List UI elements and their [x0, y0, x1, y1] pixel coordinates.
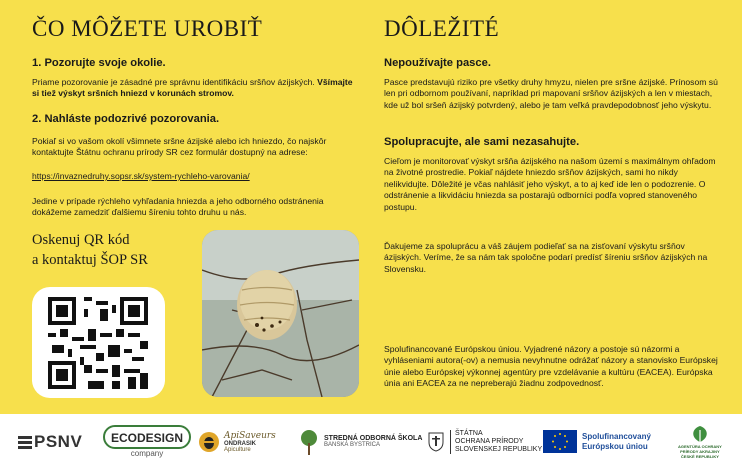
eu-line2: Európskou úniou: [582, 441, 648, 451]
section-1-title: 1. Pozorujte svoje okolie.: [32, 57, 166, 69]
section-1-text-a: Priame pozorovanie je zásadné pre správnu identifikáciu sršňov ázijských.: [32, 77, 315, 87]
qr-code[interactable]: [32, 287, 165, 398]
qr-code-icon: [48, 297, 148, 389]
right-section-2-text2: Ďakujeme za spoluprácu a váš záujem podieľať sa na zisťovaní výskytu sršňov ázijských. Veríme, že sa nám tak spoločne podarí predísť šíreniu sršňov ázijských na Slovensku.: [384, 241, 708, 274]
psnv-text: PSNV: [34, 431, 83, 451]
ecodesign-text: ECODESIGN: [103, 425, 191, 449]
right-section-1-title: Nepoužívajte pasce.: [384, 57, 491, 69]
aop-text: [678, 444, 722, 459]
apisaveurs-text-group: [224, 431, 276, 453]
right-section-1-text: Pasce predstavujú riziko pre všetky druhy hmyzu, nielen pre sršne ázijské. Prínosom sú len pri odbornom používaní, napríklad pri mapovaní sršňov ázijských a len v miestach, kde už bol sršeň ázijský potvrdený, alebo je tam veľká pravdepodobnosť jeho výskytu.: [384, 77, 718, 110]
aop-line3: ČESKÉ REPUBLIKY: [680, 454, 719, 459]
disclaimer: Spolufinancované Európskou úniou. Vyjadrené názory a postoje sú názormi a vyhláseniami autora(-ov) a nemusia nevyhnutne odrážať názory a stanovisko Európskej únie alebo Európskej výkonnej agentúry pre vzdelávanie a kultúru (EACEA). Európska únia ani EACEA za ne nepreberajú žiadnu zodpovednosť.: [384, 344, 718, 389]
section-1-text-bold: Všímajte si tiež výskyt sršních hniezd v korunách stromov.: [32, 77, 353, 99]
section-1-text: [32, 77, 362, 100]
apisaveurs-logo: [198, 414, 276, 469]
sop-line3: SLOVENSKEJ REPUBLIKY: [455, 445, 543, 453]
aop-line2: PRÍRODY AKRAJINY: [680, 449, 720, 454]
ondrasik-sub: Apiculture: [224, 446, 251, 453]
school-text: STREDNÁ ODBORNÁ ŠKOLA: [324, 435, 423, 442]
section-2-title: 2. Nahláste podozrivé pozorovania.: [32, 113, 220, 125]
ecodesign-logo: [103, 414, 191, 469]
qr-caption-line1: Oskenuj QR kód: [32, 232, 130, 248]
leaf-icon: [688, 424, 712, 444]
aop-cr-logo: [678, 414, 722, 469]
section-2-text: Pokiaľ si vo vašom okolí všimnete sršne ázijské alebo ich hniezdo, čo najskôr kontaktujte Štátnu ochranu prírody SR cez formulár dostupný na adrese:: [32, 136, 327, 158]
coat-of-arms-icon: [428, 432, 444, 452]
school-text-group: [324, 435, 422, 448]
right-section-2-title: Spolupracujte, ale sami nezasahujte.: [384, 136, 580, 148]
eu-text: [582, 432, 651, 452]
report-link[interactable]: https://invaznedruhy.sopsr.sk/system-rychleho-varovania/: [32, 171, 250, 181]
tree-icon: [298, 429, 320, 455]
sop-sr-text: [450, 430, 542, 454]
hornet-nest-photo: [202, 230, 359, 397]
section-2-text2: Jedine v prípade rýchleho vyhľadania hniezda a jeho odborného odstránenia dokážeme zamedziť ďalšiemu šíreniu tohto druhu u nás.: [32, 196, 324, 218]
sop-sr-logo: [428, 414, 542, 469]
left-heading: ČO MÔŽETE UROBIŤ: [32, 16, 263, 41]
psnv-mark-icon: [18, 435, 32, 449]
logo-footer: [0, 414, 742, 469]
eu-line1: Spolufinancovaný: [582, 431, 651, 441]
aop-line1: AGENTÚRA OCHRANY: [678, 444, 722, 449]
bee-icon: [198, 431, 220, 453]
eu-flag-icon: [543, 430, 577, 453]
qr-caption-line2: a kontaktuj ŠOP SR: [32, 252, 148, 268]
right-section-2-text: Cieľom je monitorovať výskyt sršňa ázijského na našom území s maximálnym ohľadom na životné prostredie. Pokiaľ nájdete hniezdo sršňov ázijských, sami ho nikdy nelikvidujte. Dôležité je včas nahlásiť jeho výskyt, a to aj keď ide len o podozrenie. O odstránenie a likvidáciu hniezda sa postarajú odborníci podľa vopred stanoveného postupu.: [384, 156, 716, 212]
school-sub: BANSKÁ BYSTRICA: [324, 442, 381, 448]
qr-caption: [32, 230, 202, 270]
psnv-logo: [18, 414, 82, 469]
school-logo: [298, 414, 422, 469]
sop-line1: ŠTÁTNA: [455, 429, 483, 437]
eu-logo: [543, 414, 651, 469]
apisaveurs-text: ApiSaveurs: [224, 430, 276, 441]
right-heading: DÔLEŽITÉ: [384, 16, 500, 41]
ecodesign-sub: company: [130, 449, 164, 458]
hornet-nest-image-icon: [202, 230, 359, 397]
sop-line2: OCHRANA PRÍRODY: [455, 437, 524, 445]
ondrasik-text: ONDRASIK: [224, 440, 257, 447]
